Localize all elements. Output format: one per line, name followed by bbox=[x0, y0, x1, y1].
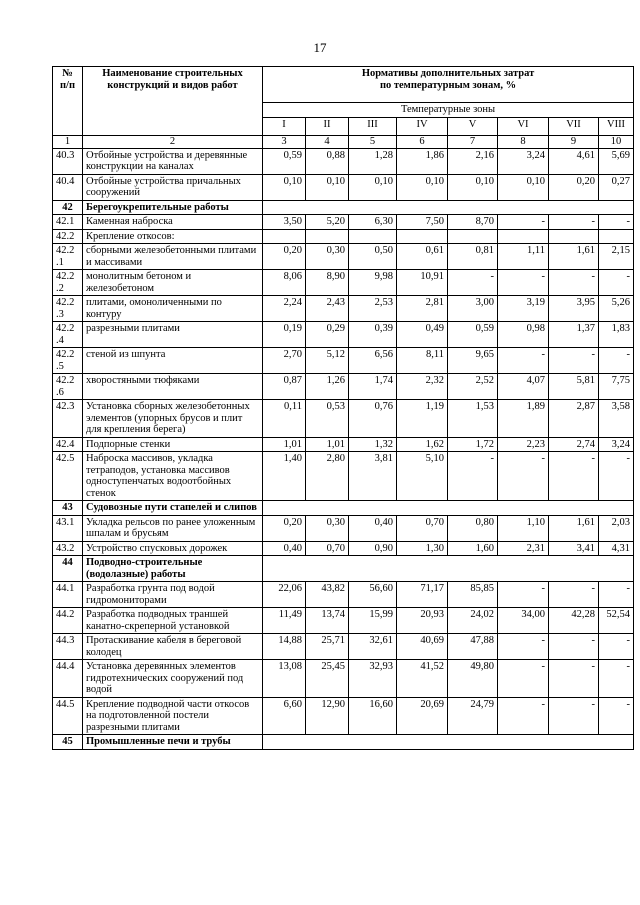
value-cell: 0,30 bbox=[306, 515, 349, 541]
value-cell: - bbox=[599, 634, 634, 660]
value-cell: 0,98 bbox=[498, 322, 549, 348]
table-row bbox=[53, 452, 634, 501]
value-cell: 3,58 bbox=[599, 400, 634, 438]
value-cell: 32,93 bbox=[349, 660, 397, 698]
table-body bbox=[53, 148, 634, 749]
value-cell: 0,19 bbox=[263, 322, 306, 348]
value-cell: 4,61 bbox=[549, 148, 599, 174]
value-cell: 1,40 bbox=[263, 452, 306, 501]
section-empty-cell bbox=[263, 735, 634, 750]
value-cell: - bbox=[549, 582, 599, 608]
row-number: 44.3 bbox=[53, 634, 83, 660]
value-cell: 85,85 bbox=[448, 582, 498, 608]
column-number: 3 bbox=[263, 135, 306, 148]
value-cell: 8,70 bbox=[448, 215, 498, 230]
header-name: Наименование строительных конструкций и видов работ bbox=[83, 67, 263, 136]
value-cell: 5,10 bbox=[397, 452, 448, 501]
table-row bbox=[53, 296, 634, 322]
value-cell: 1,60 bbox=[448, 541, 498, 556]
value-cell: 0,10 bbox=[263, 174, 306, 200]
row-number: 42.1 bbox=[53, 215, 83, 230]
column-number: 10 bbox=[599, 135, 634, 148]
row-number: 42.2 .2 bbox=[53, 270, 83, 296]
value-cell: - bbox=[599, 452, 634, 501]
value-cell: 47,88 bbox=[448, 634, 498, 660]
row-name: Наброска массивов, укладка тетраподов, установка массивов одноступенчатых водоотбойных стенок bbox=[83, 452, 263, 501]
value-cell: 0,10 bbox=[306, 174, 349, 200]
value-cell: 3,24 bbox=[498, 148, 549, 174]
value-cell bbox=[448, 229, 498, 244]
value-cell: 5,20 bbox=[306, 215, 349, 230]
value-cell: 1,30 bbox=[397, 541, 448, 556]
value-cell: 20,69 bbox=[397, 697, 448, 735]
row-number: 42.3 bbox=[53, 400, 83, 438]
value-cell: 0,10 bbox=[397, 174, 448, 200]
value-cell: 0,40 bbox=[349, 515, 397, 541]
value-cell: 0,49 bbox=[397, 322, 448, 348]
section-empty-cell bbox=[263, 556, 634, 582]
value-cell: 3,95 bbox=[549, 296, 599, 322]
value-cell: 2,24 bbox=[263, 296, 306, 322]
section-empty-cell bbox=[263, 501, 634, 516]
column-number: 9 bbox=[549, 135, 599, 148]
table-row bbox=[53, 215, 634, 230]
column-number: 5 bbox=[349, 135, 397, 148]
header-no: № п/п bbox=[53, 67, 83, 136]
table-row bbox=[53, 244, 634, 270]
row-number: 44.5 bbox=[53, 697, 83, 735]
table-row bbox=[53, 348, 634, 374]
value-cell: 6,56 bbox=[349, 348, 397, 374]
value-cell: 1,19 bbox=[397, 400, 448, 438]
value-cell: - bbox=[498, 660, 549, 698]
norms-table bbox=[52, 66, 634, 750]
value-cell: 0,20 bbox=[549, 174, 599, 200]
value-cell: - bbox=[498, 348, 549, 374]
value-cell: 3,00 bbox=[448, 296, 498, 322]
value-cell: 4,31 bbox=[599, 541, 634, 556]
page-number: 17 bbox=[313, 40, 327, 55]
row-name: Промышленные печи и трубы bbox=[83, 735, 263, 750]
row-number: 42.2 bbox=[53, 229, 83, 244]
value-cell: - bbox=[549, 348, 599, 374]
value-cell: 0,88 bbox=[306, 148, 349, 174]
value-cell: 0,39 bbox=[349, 322, 397, 348]
row-name: Каменная наброска bbox=[83, 215, 263, 230]
value-cell: - bbox=[498, 634, 549, 660]
value-cell: 2,32 bbox=[397, 374, 448, 400]
value-cell: 2,81 bbox=[397, 296, 448, 322]
row-name: плитами, омоноличенными по контуру bbox=[83, 296, 263, 322]
value-cell: 16,60 bbox=[349, 697, 397, 735]
table-row bbox=[53, 174, 634, 200]
value-cell: 3,81 bbox=[349, 452, 397, 501]
column-number: 7 bbox=[448, 135, 498, 148]
value-cell: 0,59 bbox=[448, 322, 498, 348]
row-number: 44 bbox=[53, 556, 83, 582]
value-cell: 2,52 bbox=[448, 374, 498, 400]
value-cell: 5,26 bbox=[599, 296, 634, 322]
value-cell: 0,81 bbox=[448, 244, 498, 270]
value-cell: - bbox=[448, 452, 498, 501]
value-cell: 0,30 bbox=[306, 244, 349, 270]
value-cell: - bbox=[498, 582, 549, 608]
row-name: Разработка подводных траншей канатно-скреперной установкой bbox=[83, 608, 263, 634]
value-cell: 6,30 bbox=[349, 215, 397, 230]
value-cell: 43,82 bbox=[306, 582, 349, 608]
value-cell bbox=[498, 229, 549, 244]
value-cell: - bbox=[549, 452, 599, 501]
table-row bbox=[53, 634, 634, 660]
value-cell: 24,79 bbox=[448, 697, 498, 735]
value-cell: 1,61 bbox=[549, 244, 599, 270]
value-cell: 1,28 bbox=[349, 148, 397, 174]
value-cell: - bbox=[599, 697, 634, 735]
table-row bbox=[53, 270, 634, 296]
value-cell: 3,50 bbox=[263, 215, 306, 230]
value-cell: 1,61 bbox=[549, 515, 599, 541]
row-number: 40.3 bbox=[53, 148, 83, 174]
value-cell: - bbox=[549, 634, 599, 660]
value-cell: - bbox=[498, 452, 549, 501]
row-number: 45 bbox=[53, 735, 83, 750]
row-name: Отбойные устройства и деревянные конструкции на каналах bbox=[83, 148, 263, 174]
value-cell: 2,80 bbox=[306, 452, 349, 501]
value-cell: 1,26 bbox=[306, 374, 349, 400]
table-row bbox=[53, 501, 634, 516]
value-cell: 13,08 bbox=[263, 660, 306, 698]
zone-header: I bbox=[263, 117, 306, 135]
zone-header: III bbox=[349, 117, 397, 135]
zone-header: VI bbox=[498, 117, 549, 135]
row-name: Устройство спусковых дорожек bbox=[83, 541, 263, 556]
row-name: Отбойные устройства причальных сооружений bbox=[83, 174, 263, 200]
row-name: Судовозные пути стапелей и слипов bbox=[83, 501, 263, 516]
row-name: Подпорные стенки bbox=[83, 437, 263, 452]
value-cell: 1,89 bbox=[498, 400, 549, 438]
value-cell: 2,23 bbox=[498, 437, 549, 452]
value-cell: 2,16 bbox=[448, 148, 498, 174]
header-norms: Нормативы дополнительных затрат по температурным зонам, % bbox=[263, 67, 634, 103]
value-cell bbox=[349, 229, 397, 244]
value-cell: 7,75 bbox=[599, 374, 634, 400]
table-row bbox=[53, 437, 634, 452]
header-zones-label: Температурные зоны bbox=[263, 103, 634, 118]
table-row bbox=[53, 735, 634, 750]
value-cell: 15,99 bbox=[349, 608, 397, 634]
column-number: 1 bbox=[53, 135, 83, 148]
value-cell: - bbox=[599, 582, 634, 608]
column-number: 6 bbox=[397, 135, 448, 148]
value-cell: 8,11 bbox=[397, 348, 448, 374]
value-cell: - bbox=[448, 270, 498, 296]
row-number: 42.2 .5 bbox=[53, 348, 83, 374]
column-number: 4 bbox=[306, 135, 349, 148]
value-cell: 1,11 bbox=[498, 244, 549, 270]
row-name: Подводно-строительные (водолазные) работы bbox=[83, 556, 263, 582]
table-row bbox=[53, 374, 634, 400]
table-row bbox=[53, 229, 634, 244]
zone-header: VII bbox=[549, 117, 599, 135]
value-cell: 1,01 bbox=[306, 437, 349, 452]
value-cell: - bbox=[599, 270, 634, 296]
row-name: Крепление откосов: bbox=[83, 229, 263, 244]
value-cell: 0,40 bbox=[263, 541, 306, 556]
value-cell: 1,83 bbox=[599, 322, 634, 348]
value-cell: 9,65 bbox=[448, 348, 498, 374]
value-cell: 0,27 bbox=[599, 174, 634, 200]
value-cell: 0,10 bbox=[448, 174, 498, 200]
value-cell: 0,61 bbox=[397, 244, 448, 270]
value-cell: 42,28 bbox=[549, 608, 599, 634]
value-cell: 9,98 bbox=[349, 270, 397, 296]
value-cell: 0,76 bbox=[349, 400, 397, 438]
value-cell: 0,70 bbox=[397, 515, 448, 541]
value-cell: 2,87 bbox=[549, 400, 599, 438]
value-cell: 1,10 bbox=[498, 515, 549, 541]
value-cell bbox=[397, 229, 448, 244]
row-number: 42 bbox=[53, 200, 83, 215]
row-number: 42.2 .1 bbox=[53, 244, 83, 270]
value-cell: 40,69 bbox=[397, 634, 448, 660]
value-cell: - bbox=[599, 215, 634, 230]
value-cell: 2,15 bbox=[599, 244, 634, 270]
value-cell: 0,59 bbox=[263, 148, 306, 174]
value-cell: 2,74 bbox=[549, 437, 599, 452]
value-cell: 2,43 bbox=[306, 296, 349, 322]
value-cell: 14,88 bbox=[263, 634, 306, 660]
table-row bbox=[53, 556, 634, 582]
zone-header: V bbox=[448, 117, 498, 135]
row-number: 43.1 bbox=[53, 515, 83, 541]
value-cell: 1,72 bbox=[448, 437, 498, 452]
row-name: монолитным бетоном и железобетоном bbox=[83, 270, 263, 296]
row-number: 40.4 bbox=[53, 174, 83, 200]
value-cell: - bbox=[549, 697, 599, 735]
row-number: 44.2 bbox=[53, 608, 83, 634]
value-cell: 34,00 bbox=[498, 608, 549, 634]
value-cell: - bbox=[498, 215, 549, 230]
value-cell: 49,80 bbox=[448, 660, 498, 698]
row-name: стеной из шпунта bbox=[83, 348, 263, 374]
value-cell: - bbox=[498, 697, 549, 735]
value-cell: 71,17 bbox=[397, 582, 448, 608]
table-row bbox=[53, 697, 634, 735]
value-cell: 0,50 bbox=[349, 244, 397, 270]
column-number: 2 bbox=[83, 135, 263, 148]
value-cell: - bbox=[498, 270, 549, 296]
value-cell: 2,70 bbox=[263, 348, 306, 374]
value-cell: 3,19 bbox=[498, 296, 549, 322]
table-row bbox=[53, 582, 634, 608]
value-cell: 25,45 bbox=[306, 660, 349, 698]
row-name: хворостяными тюфяками bbox=[83, 374, 263, 400]
value-cell: 41,52 bbox=[397, 660, 448, 698]
value-cell: 1,37 bbox=[549, 322, 599, 348]
column-numbers-row bbox=[53, 135, 634, 148]
table-row bbox=[53, 660, 634, 698]
value-cell: 0,80 bbox=[448, 515, 498, 541]
value-cell: 2,03 bbox=[599, 515, 634, 541]
value-cell: 25,71 bbox=[306, 634, 349, 660]
value-cell: 0,90 bbox=[349, 541, 397, 556]
value-cell bbox=[549, 229, 599, 244]
row-number: 44.4 bbox=[53, 660, 83, 698]
row-name: Берегоукрепительные работы bbox=[83, 200, 263, 215]
table-row bbox=[53, 515, 634, 541]
value-cell: 2,31 bbox=[498, 541, 549, 556]
value-cell: 10,91 bbox=[397, 270, 448, 296]
row-name: сборными железобетонными плитами и массивами bbox=[83, 244, 263, 270]
row-number: 42.5 bbox=[53, 452, 83, 501]
value-cell: 0,20 bbox=[263, 515, 306, 541]
row-number: 43 bbox=[53, 501, 83, 516]
zone-header: IV bbox=[397, 117, 448, 135]
table-row bbox=[53, 400, 634, 438]
value-cell: 0,87 bbox=[263, 374, 306, 400]
row-number: 44.1 bbox=[53, 582, 83, 608]
value-cell: 0,29 bbox=[306, 322, 349, 348]
row-name: Укладка рельсов по ранее уложенным шпалам и брусьям bbox=[83, 515, 263, 541]
row-name: Установка деревянных элементов гидротехнических сооружений под водой bbox=[83, 660, 263, 698]
row-number: 42.4 bbox=[53, 437, 83, 452]
value-cell: 5,81 bbox=[549, 374, 599, 400]
value-cell: 8,06 bbox=[263, 270, 306, 296]
table-row bbox=[53, 608, 634, 634]
table-row bbox=[53, 200, 634, 215]
value-cell: 4,07 bbox=[498, 374, 549, 400]
value-cell: 1,62 bbox=[397, 437, 448, 452]
value-cell: 0,70 bbox=[306, 541, 349, 556]
value-cell: 12,90 bbox=[306, 697, 349, 735]
value-cell: 3,24 bbox=[599, 437, 634, 452]
value-cell: 2,53 bbox=[349, 296, 397, 322]
value-cell: 0,11 bbox=[263, 400, 306, 438]
table-row bbox=[53, 148, 634, 174]
value-cell: - bbox=[549, 660, 599, 698]
zone-header: VIII bbox=[599, 117, 634, 135]
value-cell: 8,90 bbox=[306, 270, 349, 296]
value-cell: 5,12 bbox=[306, 348, 349, 374]
value-cell: 1,32 bbox=[349, 437, 397, 452]
value-cell: - bbox=[599, 348, 634, 374]
value-cell: 22,06 bbox=[263, 582, 306, 608]
value-cell: 1,86 bbox=[397, 148, 448, 174]
row-name: Разработка грунта под водой гидромониторами bbox=[83, 582, 263, 608]
value-cell: 52,54 bbox=[599, 608, 634, 634]
value-cell bbox=[599, 229, 634, 244]
value-cell: 6,60 bbox=[263, 697, 306, 735]
row-number: 42.2 .3 bbox=[53, 296, 83, 322]
value-cell bbox=[263, 229, 306, 244]
row-name: Установка сборных железобетонных элементов (упорных брусов и плит для крепления берега) bbox=[83, 400, 263, 438]
value-cell: 1,74 bbox=[349, 374, 397, 400]
value-cell: 1,01 bbox=[263, 437, 306, 452]
value-cell: 24,02 bbox=[448, 608, 498, 634]
value-cell: 0,10 bbox=[498, 174, 549, 200]
value-cell: 20,93 bbox=[397, 608, 448, 634]
row-name: разрезными плитами bbox=[83, 322, 263, 348]
row-name: Протаскивание кабеля в береговой колодец bbox=[83, 634, 263, 660]
value-cell: 0,20 bbox=[263, 244, 306, 270]
value-cell: 0,53 bbox=[306, 400, 349, 438]
value-cell: 1,53 bbox=[448, 400, 498, 438]
value-cell: - bbox=[549, 215, 599, 230]
row-number: 42.2 .4 bbox=[53, 322, 83, 348]
value-cell: 32,61 bbox=[349, 634, 397, 660]
value-cell: 3,41 bbox=[549, 541, 599, 556]
value-cell: 7,50 bbox=[397, 215, 448, 230]
table-row bbox=[53, 541, 634, 556]
row-number: 43.2 bbox=[53, 541, 83, 556]
zone-header: II bbox=[306, 117, 349, 135]
value-cell: 5,69 bbox=[599, 148, 634, 174]
value-cell: 56,60 bbox=[349, 582, 397, 608]
row-number: 42.2 .6 bbox=[53, 374, 83, 400]
table-row bbox=[53, 322, 634, 348]
value-cell: - bbox=[549, 270, 599, 296]
value-cell bbox=[306, 229, 349, 244]
value-cell: 11,49 bbox=[263, 608, 306, 634]
row-name: Крепление подводной части откосов на подготовленной постели разрезными плитами bbox=[83, 697, 263, 735]
value-cell: - bbox=[599, 660, 634, 698]
section-empty-cell bbox=[263, 200, 634, 215]
column-number: 8 bbox=[498, 135, 549, 148]
value-cell: 0,10 bbox=[349, 174, 397, 200]
value-cell: 13,74 bbox=[306, 608, 349, 634]
